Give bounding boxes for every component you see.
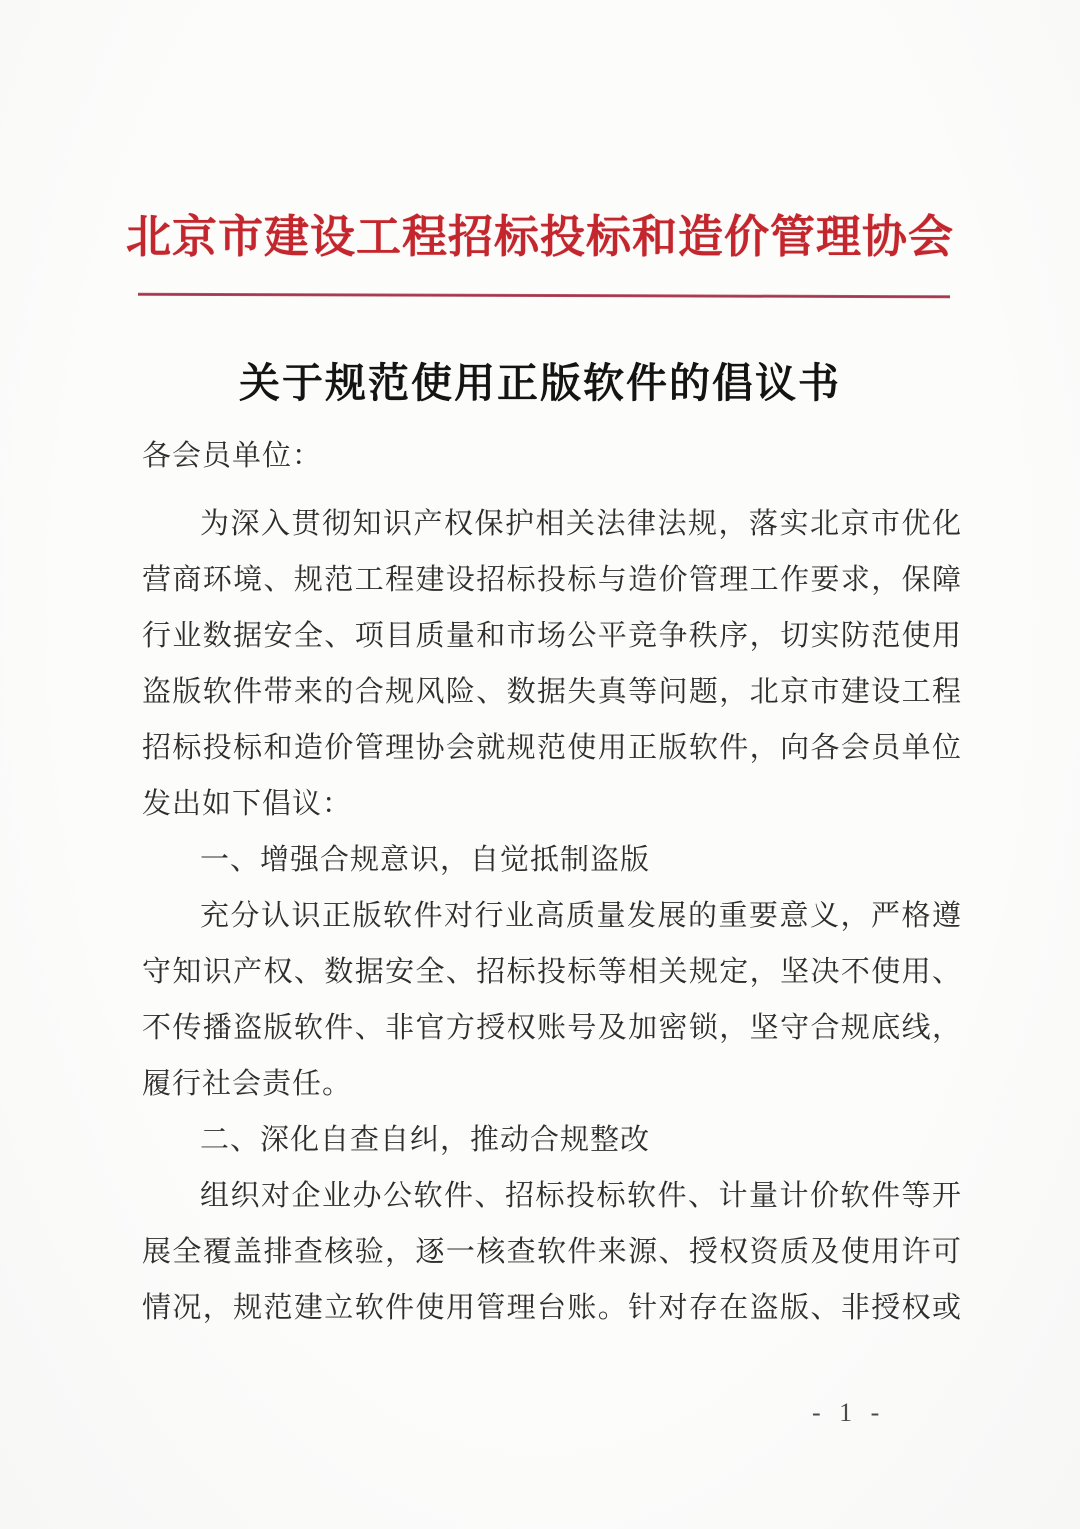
body-line: 展全覆盖排查核验，逐一核查软件来源、授权资质及使用许可 (142, 1235, 962, 1268)
body-line: 营商环境、规范工程建设招标投标与造价管理工作要求，保障 (142, 563, 962, 596)
body-line: 组织对企业办公软件、招标投标软件、计量计价软件等开 (200, 1179, 962, 1212)
body-line: 不传播盗版软件、非官方授权账号及加密锁，坚守合规底线， (142, 1011, 962, 1044)
body-line: 情况，规范建立软件使用管理台账。针对存在盗版、非授权或 (142, 1291, 962, 1324)
salutation: 各会员单位： (142, 439, 323, 472)
body-line: 充分认识正版软件对行业高质量发展的重要意义，严格遵 (200, 899, 962, 932)
body-line: 履行社会责任。 (142, 1067, 353, 1100)
body-line: 发出如下倡议： (142, 787, 353, 820)
page-number: - 1 - (812, 1398, 886, 1427)
body-line: 为深入贯彻知识产权保护相关法律法规，落实北京市优化 (200, 507, 962, 540)
document-body (0, 428, 962, 1336)
section-heading-1: 一、增强合规意识，自觉抵制盗版 (200, 843, 651, 876)
body-line: 招标投标和造价管理协会就规范使用正版软件，向各会员单位 (142, 731, 962, 764)
body-line: 守知识产权、数据安全、招标投标等相关规定，坚决不使用、 (142, 955, 962, 988)
letterhead-divider-rule (138, 292, 950, 298)
letterhead-title: 北京市建设工程招标投标和造价管理协会 (125, 212, 954, 262)
section-heading-2: 二、深化自查自纠，推动合规整改 (200, 1123, 651, 1156)
body-line: 行业数据安全、项目质量和市场公平竞争秩序，切实防范使用 (142, 619, 962, 652)
document-title: 关于规范使用正版软件的倡议书 (239, 359, 841, 406)
body-line: 盗版软件带来的合规风险、数据失真等问题，北京市建设工程 (142, 675, 962, 708)
